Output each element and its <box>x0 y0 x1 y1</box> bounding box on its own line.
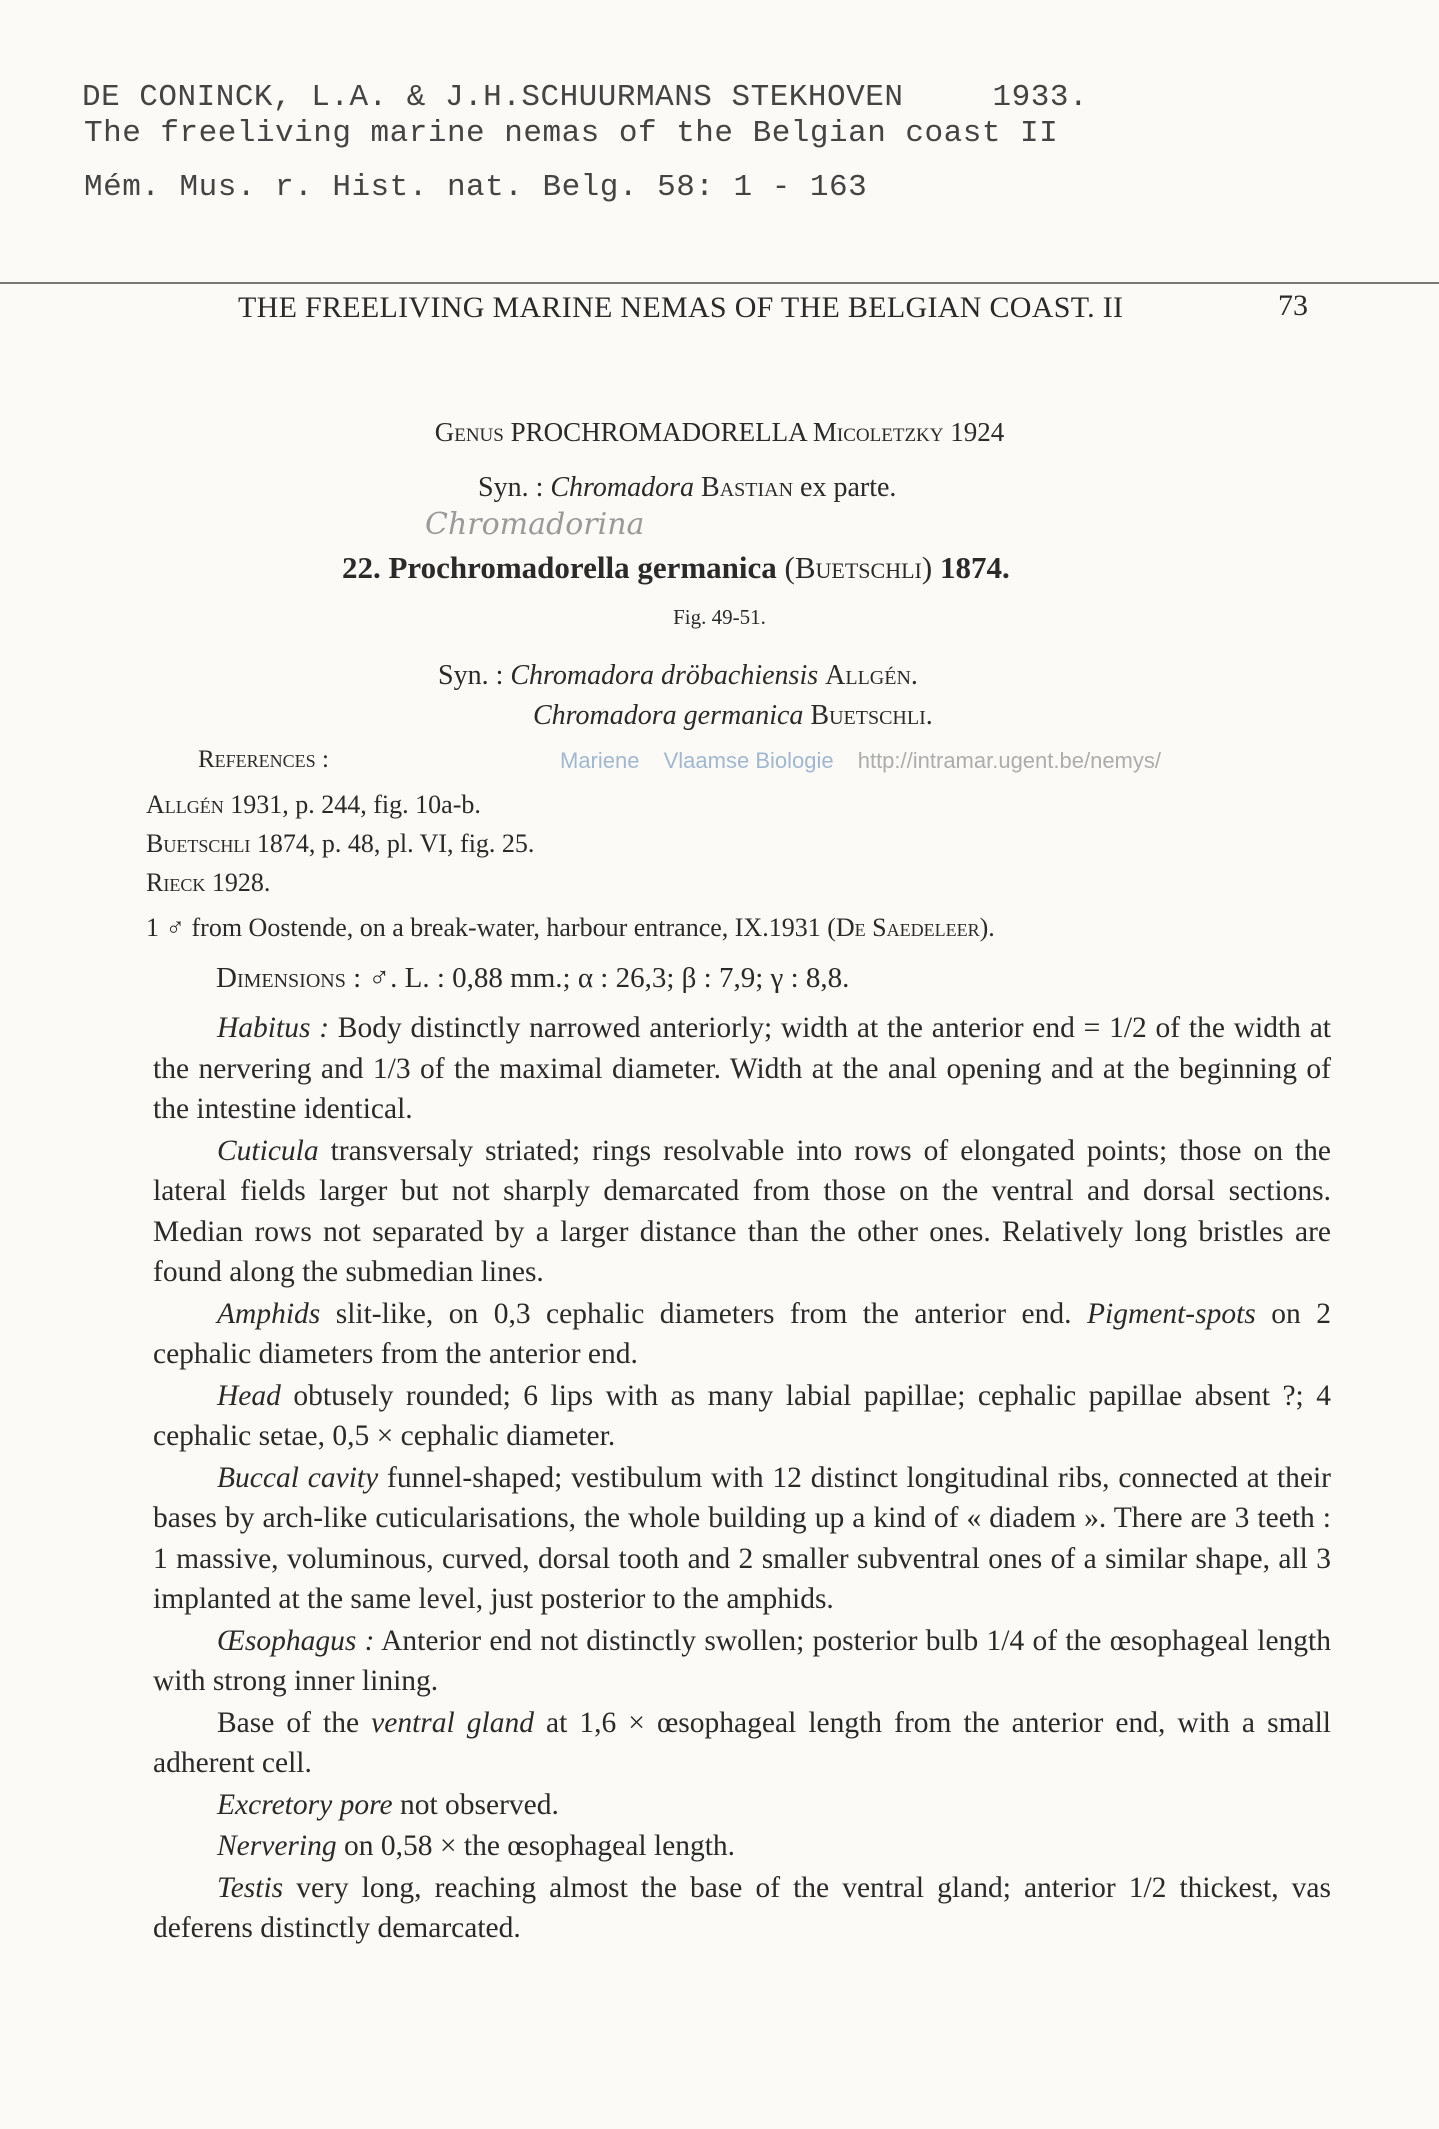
paragraph-nervering: Nervering on 0,58 × the œsophageal length. <box>217 1830 736 1862</box>
paragraph-head: Head obtusely rounded; 6 lips with as many labial papillae; cephalic papillae absent ?; 4 cephalic setae, 0,5 × cephalic diameter. <box>153 1379 1331 1452</box>
watermark <box>560 748 1161 774</box>
genus-synonym <box>478 472 896 504</box>
genus-syn-author: Bastian <box>701 472 794 503</box>
genus-heading <box>0 417 1439 448</box>
citation-journal: Mém. Mus. r. Hist. nat. Belg. 58: 1 - 163 <box>84 170 868 205</box>
paragraph-oesophagus: Œsophagus : Anterior end not distinctly swollen; posterior bulb 1/4 of the œsophageal length with strong inner lining. <box>153 1624 1331 1697</box>
species-number: 22. <box>342 550 381 585</box>
reference-1: Allgén 1931, p. 244, fig. 10a-b. <box>146 790 481 819</box>
handwritten-annotation: Chromadorina <box>425 507 645 542</box>
paragraph-cuticula: Cuticula transversaly striated; rings resolvable into rows of elongated points; those on the lateral fields larger but not sharply demarcated from those on the ventral and dorsal sections. Median rows not separated by a larger distance than the other ones. Relatively long bristles are found along the submedian lines. <box>153 1134 1331 1288</box>
paragraph-ventral-gland: Base of the ventral gland at 1,6 × œsophageal length from the anterior end, with a small adherent cell. <box>153 1706 1331 1779</box>
genus-prefix: Genus <box>434 417 504 447</box>
paragraph-habitus: Habitus : Body distinctly narrowed anteriorly; width at the anterior end = 1/2 of the width at the nervering and 1/3 of the maximal diameter. Width at the anal opening and at the beginning of the intestine identical. <box>153 1012 1331 1125</box>
watermark-text: Mariene <box>560 748 640 773</box>
genus-name: PROCHROMADORELLA <box>510 417 807 447</box>
species-synonym-1: Syn. : Chromadora dröbachiensis Allgén. <box>438 660 918 691</box>
reference-2: Buetschli 1874, p. 48, pl. VI, fig. 25. <box>146 829 535 858</box>
paragraph-buccal-cavity: Buccal cavity funnel-shaped; vestibulum with 12 distinct longitudinal ribs, connected at their bases by arch-like cuticularisations, the whole building up a kind of « diadem ». There are 3 teeth : 1 massive, voluminous, curved, dorsal tooth and 2 smaller subventral ones of a similar shape, all 3 implanted at the same level, just posterior to the amphids. <box>153 1461 1331 1615</box>
genus-syn-name: Chromadora <box>550 472 695 503</box>
genus-year: 1924 <box>950 417 1005 447</box>
citation-title: The freeliving marine nemas of the Belgian coast II <box>84 116 1059 151</box>
paragraph-testis: Testis very long, reaching almost the base of the ventral gland; anterior 1/2 thickest, vas deferens distinctly demarcated. <box>153 1871 1331 1944</box>
figure-reference: Fig. 49-51. <box>673 605 766 629</box>
watermark-subtext: Vlaamse Biologie <box>663 748 834 773</box>
description-body <box>153 1008 1331 1950</box>
species-synonym-2: Chromadora germanica Buetschli. <box>533 700 933 731</box>
species-heading <box>342 550 1010 586</box>
page-number: 73 <box>1278 289 1308 322</box>
paragraph-excretory-pore: Excretory pore not observed. <box>217 1788 559 1821</box>
reference-3: Rieck 1928. <box>146 868 271 897</box>
species-year: 1874. <box>939 550 1010 585</box>
genus-syn-rest: ex parte. <box>800 472 897 503</box>
dimensions: Dimensions : ♂. L. : 0,88 mm.; α : 26,3; β : 7,9; γ : 8,8. <box>216 962 850 994</box>
material-examined: 1 ♂ from Oostende, on a break-water, harbour entrance, IX.1931 (De Saedeleer). <box>146 913 995 942</box>
citation-year: 1933. <box>992 80 1089 115</box>
species-name: Prochromadorella germanica <box>388 550 777 585</box>
header-rule <box>0 282 1439 284</box>
species-author: (Buetschli) <box>784 550 933 585</box>
running-head: THE FREELIVING MARINE NEMAS OF THE BELGIAN COAST. II <box>238 291 1124 324</box>
watermark-url: http://intramar.ugent.be/nemys/ <box>857 748 1161 773</box>
citation-authors: DE CONINCK, L.A. & J.H.SCHUURMANS STEKHOVEN <box>82 80 904 115</box>
genus-syn-label: Syn. : <box>478 472 544 503</box>
citation-authors-line <box>82 80 1088 116</box>
paragraph-amphids: Amphids slit-like, on 0,3 cephalic diameters from the anterior end. Pigment-spots on 2 cephalic diameters from the anterior end. <box>153 1297 1331 1370</box>
genus-author: Micoletzky <box>812 417 944 447</box>
references-label: References : <box>198 746 329 773</box>
